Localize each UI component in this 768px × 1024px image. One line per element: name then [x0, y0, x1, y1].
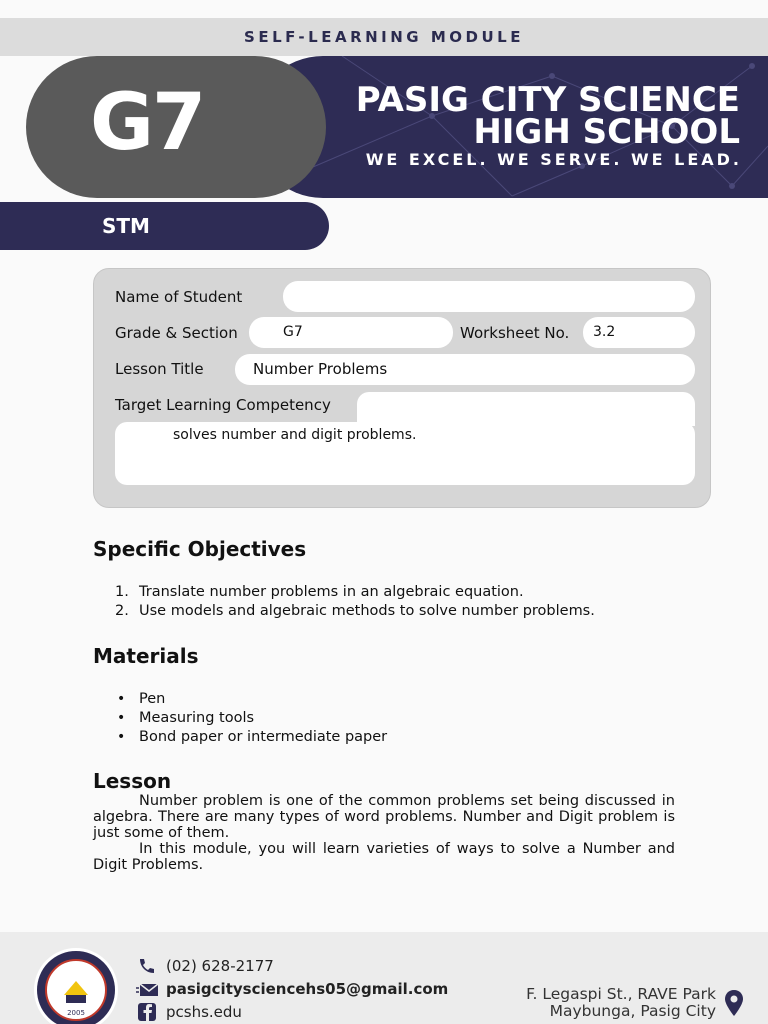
school-seal-logo	[34, 948, 118, 1024]
list-number: 1.	[115, 584, 129, 600]
worksheet-field[interactable]: 3.2	[583, 317, 695, 348]
address-line2: Maybunga, Pasig City	[549, 1002, 716, 1020]
location-pin-icon	[724, 990, 744, 1016]
list-text: Use models and algebraic methods to solve number problems.	[139, 603, 595, 619]
objectives-list	[115, 583, 595, 621]
student-info-card	[93, 268, 711, 508]
grade-section-field[interactable]: G7	[249, 317, 453, 348]
materials-heading: Materials	[93, 644, 199, 668]
seal-year: 2005	[67, 1009, 85, 1017]
list-text: Pen	[139, 691, 166, 707]
objectives-heading: Specific Objectives	[93, 537, 307, 561]
facebook-handle[interactable]: pcshs.edu	[166, 1003, 242, 1021]
email-address[interactable]: pasigcitysciencehs05@gmail.com	[166, 980, 449, 998]
bullet-icon: •	[117, 691, 126, 707]
lesson-heading: Lesson	[93, 769, 172, 793]
lesson-paragraph: In this module, you will learn varieties of ways to solve a Number and Digit Problems.	[93, 841, 675, 873]
bullet-icon: •	[117, 710, 126, 726]
list-text: Bond paper or intermediate paper	[139, 729, 388, 745]
grade-label: G7	[90, 78, 205, 168]
worksheet-label: Worksheet No.	[460, 324, 570, 342]
list-text: Measuring tools	[139, 710, 255, 726]
school-name-line1: PASIG CITY SCIENCE	[355, 80, 740, 120]
facebook-icon	[136, 1003, 158, 1021]
address-line1: F. Legaspi St., RAVE Park	[526, 985, 716, 1003]
grade-section-label: Grade & Section	[115, 324, 238, 342]
lesson-paragraph: Number problem is one of the common problems set being discussed in algebra. There are many types of word problems. Number and Digit problem is just some of them.	[93, 793, 675, 841]
competency-field-tab	[357, 392, 695, 426]
module-label: SELF-LEARNING MODULE	[244, 28, 524, 46]
list-number: 2.	[115, 603, 129, 619]
list-item	[115, 602, 595, 621]
school-name	[355, 80, 740, 152]
strand-label: STM	[102, 214, 150, 238]
email-icon	[136, 980, 158, 998]
phone-number: (02) 628-2177	[166, 957, 274, 975]
school-banner	[252, 56, 768, 198]
name-label: Name of Student	[115, 288, 243, 306]
school-header	[0, 56, 768, 198]
footer	[0, 932, 768, 1024]
module-banner	[0, 18, 768, 56]
name-field[interactable]	[283, 281, 695, 312]
list-item	[115, 583, 595, 602]
materials-list	[115, 690, 387, 747]
school-motto: WE EXCEL. WE SERVE. WE LEAD.	[365, 150, 742, 169]
list-item	[115, 690, 387, 709]
school-name-line2: HIGH SCHOOL	[473, 112, 740, 152]
list-item	[115, 728, 387, 747]
list-item	[115, 709, 387, 728]
lesson-title-label: Lesson Title	[115, 360, 204, 378]
lesson-title-field[interactable]: Number Problems	[235, 354, 695, 385]
phone-icon	[136, 957, 158, 975]
bullet-icon: •	[117, 729, 126, 745]
strand-bar	[0, 202, 329, 250]
school-address	[526, 986, 716, 1020]
seal-emblem	[37, 951, 115, 1024]
list-text: Translate number problems in an algebraic equation.	[139, 584, 524, 600]
lesson-body	[93, 793, 675, 873]
competency-field[interactable]: solves number and digit problems.	[115, 422, 695, 485]
competency-label: Target Learning Competency	[115, 396, 331, 414]
